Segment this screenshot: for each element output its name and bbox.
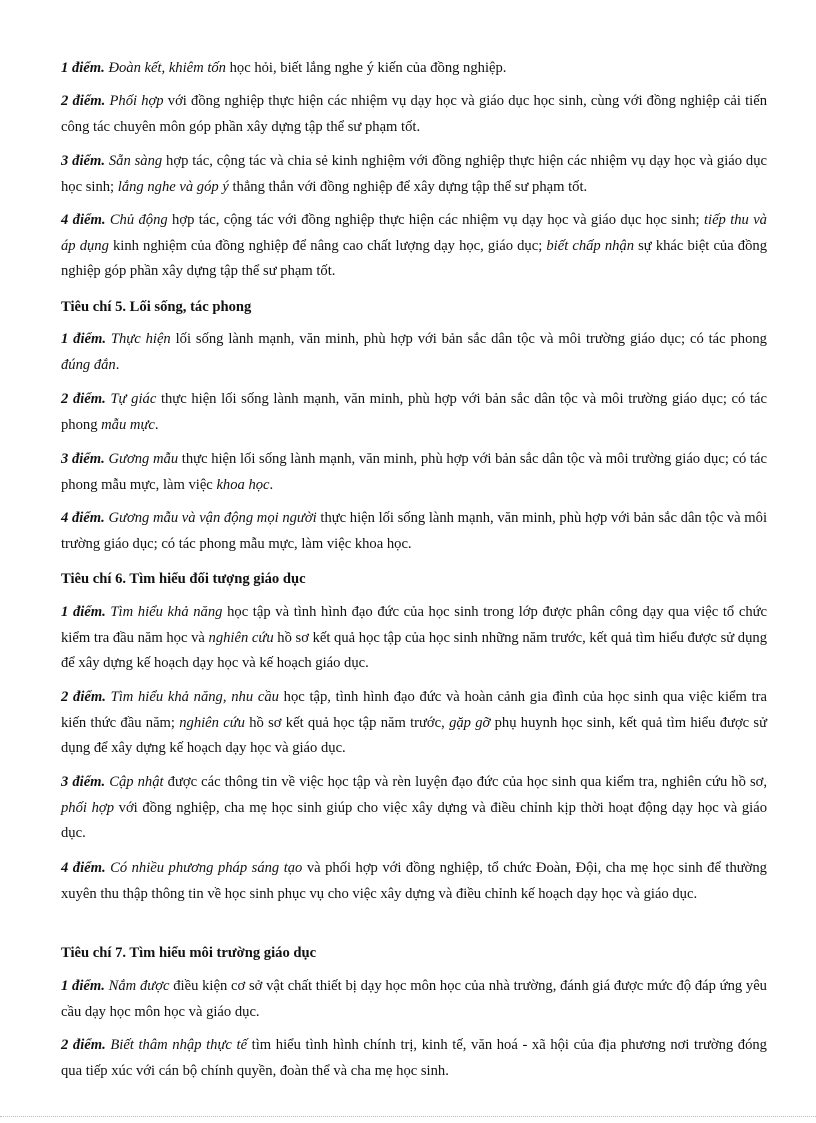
emphasis-text: Sẵn sàng [108,153,163,169]
p-t4-4 [61,208,767,285]
emphasis-text: khoa học [216,476,270,493]
body-text: phụ huynh học sinh, kết quả tìm hiểu được sử dụng để xây dựng kế hoạch dạy học và giáo dục. [61,714,768,756]
emphasis-text: 3 điểm. [61,153,109,169]
emphasis-text: Đoàn kết, khiêm tốn [108,60,226,76]
body-text: hồ sơ kết quả học tập của học sinh những năm trước, kết quả tìm hiểu được sử dụng để xây dựng kế hoạch dạy học và kế hoạch giáo dục. [61,629,767,671]
emphasis-text: mẫu mực [101,416,155,433]
emphasis-text: tiếp thu và áp dụng [61,212,767,254]
body-text: điều kiện cơ sở vật chất thiết bị dạy học môn học của nhà trường, đánh giá được mức độ đáp ứng yêu cầu dạy học môn học và giáo dục. [61,978,767,1020]
body-text: hợp tác, cộng tác với đồng nghiệp thực hiện các nhiệm vụ dạy học và giáo dục học sinh; [167,212,704,228]
body-text: tìm hiểu tình hình chính trị, kinh tế, văn hoá - xã hội của địa phương nơi trường đóng qua tiếp xúc với cán bộ chính quyền, đoàn thể và cha mẹ học sinh. [61,1037,767,1079]
p-t6-4 [61,856,767,907]
emphasis-text: 3 điểm. [61,774,110,790]
emphasis-text: Tự giác [110,391,157,407]
body-text: học tập và tình hình đạo đức của học sinh trong lớp được phân công dạy qua việc tổ chức kiểm tra đầu năm học và [61,604,767,646]
p-t6-1 [61,600,767,677]
emphasis-text: đúng đắn [61,356,116,373]
emphasis-text: Thực hiện [110,331,171,347]
body-text: hồ sơ kết quả học tập năm trước, [244,714,450,731]
emphasis-text: 1 điểm. [61,331,111,347]
p-t7-2 [61,1033,767,1084]
p-t5-3 [61,447,767,498]
emphasis-text: nghiên cứu [179,714,245,731]
emphasis-text: 2 điểm. [61,93,110,109]
p-t5-4 [61,506,767,557]
body-text: được các thông tin về việc học tập và rèn luyện đạo đức của học sinh qua kiểm tra, nghiên cứu hồ sơ, [163,774,767,790]
body-text: và phối hợp với đồng nghiệp, tổ chức Đoàn, Đội, cha mẹ học sinh để thường xuyên thu thập thông tin về học sinh phục vụ cho việc xây dựng và điều chỉnh kế hoạch dạy học và giáo dục. [61,860,767,902]
body-text: sự khác biệt của đồng nghiệp góp phần xây dựng tập thể sư phạm tốt. [61,237,767,279]
body-text: kinh nghiệm của đồng nghiệp để nâng cao chất lượng dạy học, giáo dục; [108,237,547,254]
emphasis-text: Biết thâm nhập thực tế [110,1037,248,1053]
emphasis-text: Phối hợp [109,93,164,109]
emphasis-text: Có nhiều phương pháp sáng tạo [110,860,303,876]
body-text: học hỏi, biết lắng nghe ý kiến của đồng nghiệp. [225,60,507,76]
body-text: hợp tác, cộng tác và chia sẻ kinh nghiệm với đồng nghiệp thực hiện các nhiệm vụ dạy học và giáo dục học sinh; [61,153,767,195]
emphasis-text: Chủ động [109,212,168,228]
emphasis-text: biết chấp nhận [546,237,635,254]
emphasis-text: 4 điểm. [61,212,110,228]
p-t4-1 [61,56,767,82]
p-t7-1 [61,974,767,1025]
body-text: thực hiện lối sống lành mạnh, văn minh, phù hợp với bản sắc dân tộc và môi trường giáo dục; có tác phong mẫu mực, làm việc [61,451,767,493]
emphasis-text: 3 điểm. [61,451,109,467]
emphasis-text: Gương mẫu và vận động mọi người [108,510,317,526]
body-text: . [269,476,274,493]
body-text: học tập, tình hình đạo đức và hoàn cảnh gia đình của học sinh qua việc kiểm tra kiến thức đầu năm; [61,689,767,731]
p-t4-2 [61,89,767,140]
body-text: thực hiện lối sống lành mạnh, văn minh, phù hợp với bản sắc dân tộc và môi trường giáo dục; có tác phong [61,391,767,433]
p-t4-3 [61,149,767,200]
emphasis-text: 2 điểm. [61,689,111,705]
p-t6-2 [61,685,767,762]
emphasis-text: 1 điểm. [61,604,111,620]
emphasis-text: phối hợp [61,799,114,816]
body-text: . [154,416,159,433]
p-t5-1 [61,327,767,378]
page-bottom-divider [0,1116,816,1117]
body-text: thẳng thắn với đồng nghiệp để xây dựng tập thể sư phạm tốt. [228,178,588,195]
emphasis-text: Cập nhật [109,774,164,790]
body-text: với đồng nghiệp thực hiện các nhiệm vụ dạy học và giáo dục học sinh, cùng với đồng nghiệp cải tiến công tác chuyên môn góp phần xây dựng tập thể sư phạm tốt. [61,93,768,135]
emphasis-text: 2 điểm. [61,391,111,407]
heading-tieu-chi-6: Tiêu chí 6. Tìm hiểu đối tượng giáo dục [61,571,306,587]
emphasis-text: 1 điểm. [61,60,109,76]
emphasis-text: nghiên cứu [208,629,274,646]
emphasis-text: gặp gỡ [449,714,491,731]
emphasis-text: Tìm hiểu khả năng, nhu cầu [110,689,279,705]
emphasis-text: 4 điểm. [61,860,111,876]
p-t6-3 [61,770,767,847]
emphasis-text: 2 điểm. [61,1037,111,1053]
emphasis-text: Tìm hiểu khả năng [110,604,223,620]
body-text: với đồng nghiệp, cha mẹ học sinh giúp cho việc xây dựng và điều chỉnh kịp thời hoạt động dạy học và giáo dục. [61,799,767,841]
emphasis-text: 4 điểm. [61,510,109,526]
emphasis-text: lắng nghe và góp ý [117,178,229,195]
body-text: . [115,356,120,373]
emphasis-text: 1 điểm. [61,978,109,994]
emphasis-text: Nắm được [108,978,170,994]
p-t5-2 [61,387,767,438]
heading-tieu-chi-5: Tiêu chí 5. Lối sống, tác phong [61,299,252,315]
body-text: lối sống lành mạnh, văn minh, phù hợp với bản sắc dân tộc và môi trường giáo dục; có tác phong [170,331,767,347]
body-text: thực hiện lối sống lành mạnh, văn minh, phù hợp với bản sắc dân tộc và môi trường giáo dục; có tác phong mẫu mực, làm việc khoa học. [61,510,767,552]
emphasis-text: Gương mẫu [108,451,179,467]
heading-tieu-chi-7: Tiêu chí 7. Tìm hiểu môi trường giáo dục [61,945,317,961]
